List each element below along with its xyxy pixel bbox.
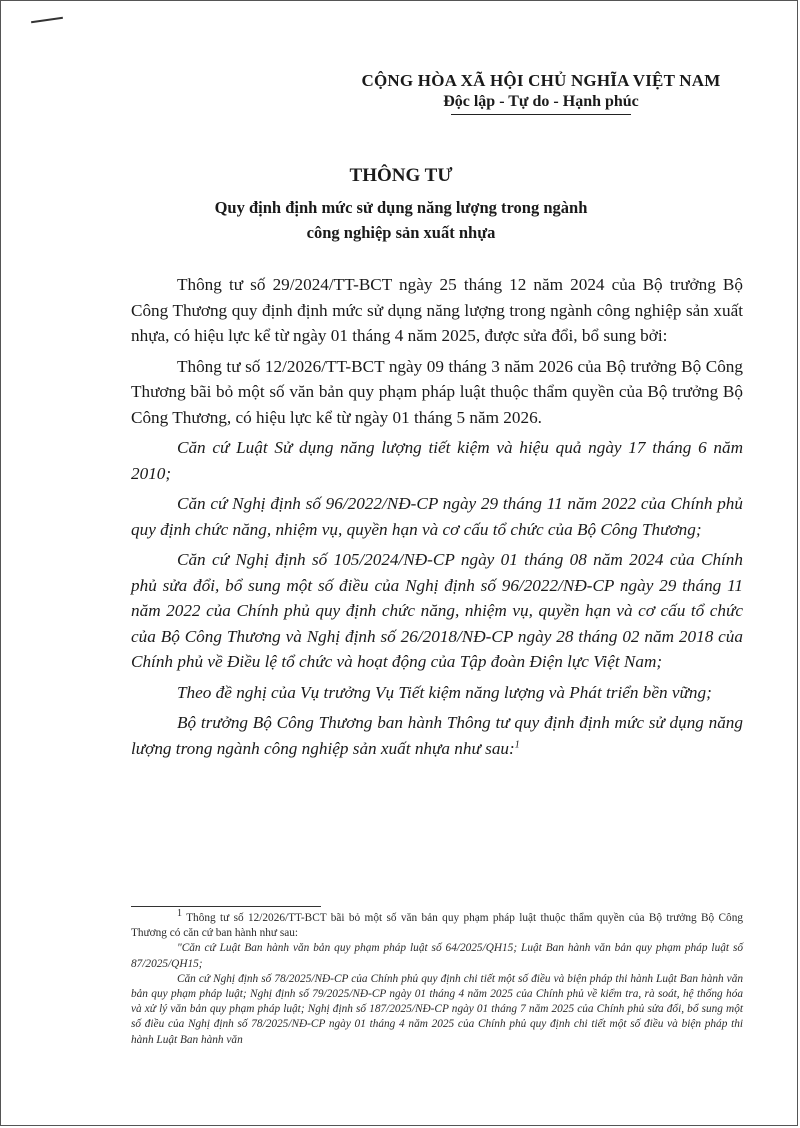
legal-basis-2: Căn cứ Nghị định số 96/2022/NĐ-CP ngày 29 tháng 11 năm 2022 của Chính phủ quy định chức năng, nhiệm vụ, quyền hạn và cơ cấu tổ chức của Bộ Công Thương; (131, 494, 743, 539)
paragraph-source: Thông tư số 29/2024/TT-BCT ngày 25 tháng 12 năm 2024 của Bộ trưởng Bộ Công Thương quy định định mức sử dụng năng lượng trong ngành công nghiệp sản xuất nhựa, có hiệu lực kể từ ngày 01 tháng 4 năm 2025, được sửa đổi, bổ sung bởi: (131, 275, 743, 345)
legal-basis-3: Căn cứ Nghị định số 105/2024/NĐ-CP ngày 01 tháng 08 năm 2024 của Chính phủ sửa đổi, bổ sung một số điều của Nghị định số 96/2022/NĐ-CP ngày 29 tháng 11 năm 2022 của Chính phủ quy định chức năng, nhiệm vụ, quyền hạn và cơ cấu tổ chức của Bộ Công Thương và Nghị định số 26/2018/NĐ-CP ngày 28 tháng 02 năm 2018 của Chính phủ về Điều lệ tổ chức và hoạt động của Tập đoàn Điện lực Việt Nam; (131, 550, 743, 671)
national-motto: Độc lập - Tự do - Hạnh phúc (443, 93, 639, 110)
subject-line-2: công nghiệp sản xuất nhựa (306, 223, 496, 242)
footnote (131, 908, 743, 1048)
footnote-line-2: "Căn cứ Luật Ban hành văn bản quy phạm pháp luật số 64/2025/QH15; Luật Ban hành văn bản quy phạm pháp luật số 87/2025/QH15; (131, 942, 743, 970)
footnote-ref: 1 (514, 738, 520, 750)
country-name: CỘNG HÒA XÃ HỘI CHỦ NGHĨA VIỆT NAM (361, 71, 721, 90)
footnote-line-1: $^1$ Thông tư số 12/2026/TT-BCT bãi bỏ một số văn bản quy phạm pháp luật thuộc thẩm quyền của Bộ trưởng Bộ Công Thương có căn cứ ban hành như sau: (131, 908, 743, 940)
footnote-line-3: Căn cứ Nghị định số 78/2025/NĐ-CP của Chính phủ quy định chi tiết một số điều và biện pháp thi hành Luật Ban hành văn bản quy phạm pháp luật; Nghị định số 79/2025/NĐ-CP ngày 01 tháng 4 năm 2025 của Chính phủ về kiểm tra, rà soát, hệ thống hóa và xử lý văn bản quy phạm pháp luật; Nghị định số 187/2025/NĐ-CP ngày 01 tháng 7 năm 2025 của Chính phủ sửa đổi, bổ sung một số điều của Nghị định số 78/2025/NĐ-CP ngày 01 tháng 4 năm 2025 của Chính phủ quy định chi tiết một số điều và biện pháp thi hành Luật Ban hành văn (131, 972, 743, 1046)
document-type: THÔNG TƯ (349, 165, 453, 186)
issuance-line (131, 710, 743, 761)
proposal-line: Theo đề nghị của Vụ trưởng Vụ Tiết kiệm năng lượng và Phát triển bền vững; (177, 682, 712, 702)
motto-underline (451, 114, 631, 115)
legal-basis-1: Căn cứ Luật Sử dụng năng lượng tiết kiệm và hiệu quả ngày 17 tháng 6 năm 2010; (131, 438, 743, 483)
footnote-number: 1 (177, 908, 182, 920)
scan-mark (31, 17, 63, 23)
document-body (131, 272, 743, 761)
issuance-text: Bộ trưởng Bộ Công Thương ban hành Thông tư quy định định mức sử dụng năng lượng trong ngành công nghiệp sản xuất nhựa như sau: (131, 713, 743, 758)
footnote-separator (131, 906, 321, 907)
paragraph-amendment: Thông tư số 12/2026/TT-BCT ngày 09 tháng 3 năm 2026 của Bộ trưởng Bộ Công Thương bãi bỏ một số văn bản quy phạm pháp luật thuộc thẩm quyền của Bộ trưởng Bộ Công Thương, có hiệu lực kể từ ngày 01 tháng 5 năm 2026. (131, 356, 743, 427)
subject-line-1: Quy định định mức sử dụng năng lượng trong ngành (214, 198, 588, 217)
document-subject (1, 195, 800, 245)
national-header (341, 71, 741, 115)
